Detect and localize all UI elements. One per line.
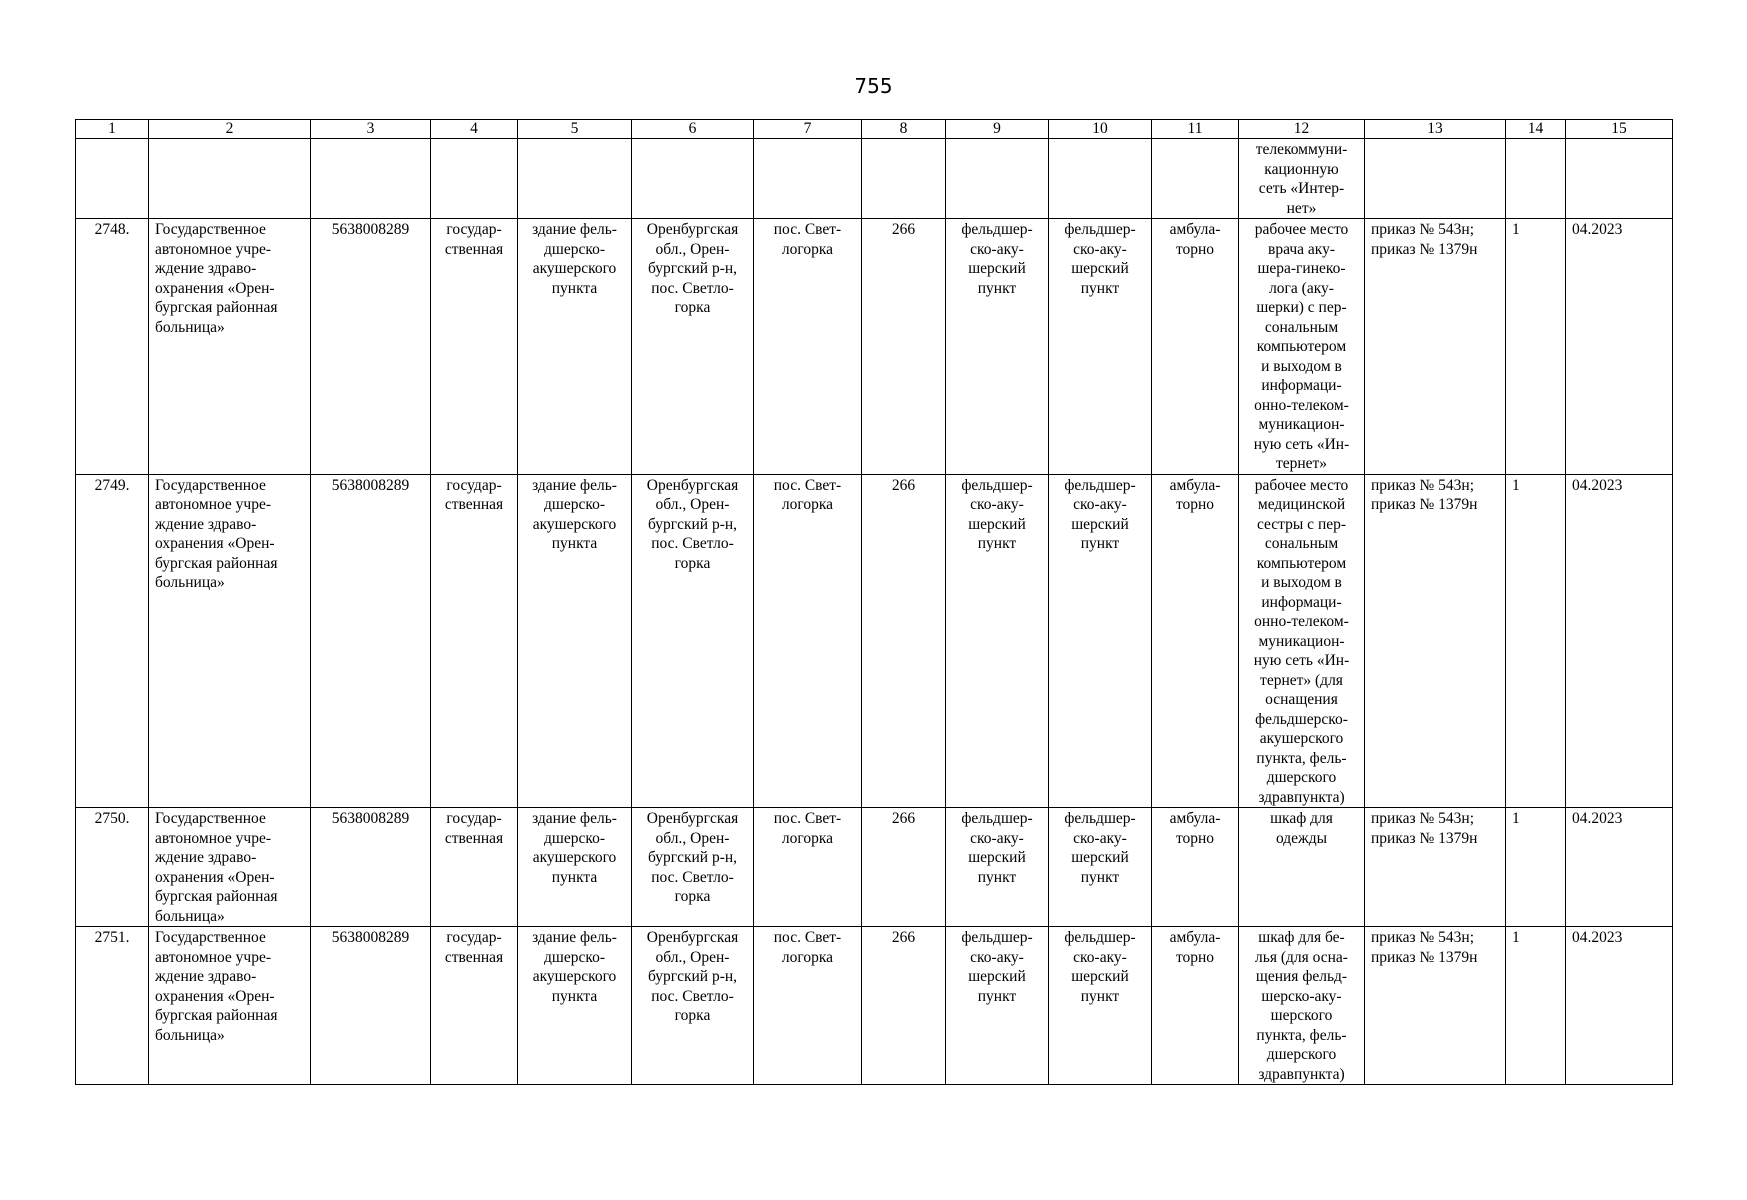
- row-number: 2748.: [76, 219, 149, 475]
- header-cell-6: 6: [632, 120, 754, 139]
- quantity: 1: [1506, 474, 1566, 808]
- quantity: 1: [1506, 808, 1566, 927]
- header-cell-1: 1: [76, 120, 149, 139]
- unit: фельдшер- ско-аку- шерский пункт: [946, 927, 1049, 1085]
- ownership: государ- ственная: [431, 808, 518, 927]
- table-cell: [1365, 139, 1506, 219]
- row-number: 2750.: [76, 808, 149, 927]
- header-cell-2: 2: [149, 120, 311, 139]
- unit: фельдшер- ско-аку- шерский пункт: [946, 808, 1049, 927]
- header-row: [76, 120, 1673, 139]
- table-cell: [754, 139, 862, 219]
- quantity: 1: [1506, 927, 1566, 1085]
- header-cell-8: 8: [862, 120, 946, 139]
- code: 266: [862, 927, 946, 1085]
- equipment-text: телекоммуни- кационную сеть «Интер- нет»: [1255, 141, 1348, 217]
- order: приказ № 543н; приказ № 1379н: [1365, 808, 1506, 927]
- address: Оренбургская обл., Орен- бургский р-н, пос. Светло- горка: [632, 927, 754, 1085]
- care-type: амбула- торно: [1152, 219, 1239, 475]
- header-cell-15: 15: [1566, 120, 1673, 139]
- inn: 5638008289: [311, 808, 431, 927]
- table-row: [76, 808, 1673, 927]
- organization-name: Государственное автономное учре- ждение здраво- охранения «Орен- бургская районная больница»: [149, 219, 311, 475]
- table-cell: [1049, 139, 1152, 219]
- code: 266: [862, 219, 946, 475]
- equipment: шкаф для одежды: [1239, 808, 1365, 927]
- address: Оренбургская обл., Орен- бургский р-н, пос. Светло- горка: [632, 474, 754, 808]
- header-cell-13: 13: [1365, 120, 1506, 139]
- building: здание фель- дшерско- акушерского пункта: [518, 219, 632, 475]
- equipment-table: [75, 119, 1673, 1085]
- care-type: амбула- торно: [1152, 927, 1239, 1085]
- ownership: государ- ственная: [431, 474, 518, 808]
- table-cell: [311, 139, 431, 219]
- table-cell-equipment: [1239, 139, 1365, 219]
- ownership: государ- ственная: [431, 219, 518, 475]
- equipment: шкаф для бе- лья (для осна- щения фельд- шерско-аку- шерского пункта, фель- дшерского здравпункта): [1239, 927, 1365, 1085]
- organization-name: Государственное автономное учре- ждение здраво- охранения «Орен- бургская районная больница»: [149, 474, 311, 808]
- care-type: амбула- торно: [1152, 474, 1239, 808]
- settlement: пос. Свет- логорка: [754, 927, 862, 1085]
- code: 266: [862, 808, 946, 927]
- header-cell-5: 5: [518, 120, 632, 139]
- ownership: государ- ственная: [431, 927, 518, 1085]
- header-cell-4: 4: [431, 120, 518, 139]
- header-cell-11: 11: [1152, 120, 1239, 139]
- table-cell: [1566, 139, 1673, 219]
- settlement: пос. Свет- логорка: [754, 474, 862, 808]
- inn: 5638008289: [311, 474, 431, 808]
- row-number: 2751.: [76, 927, 149, 1085]
- header-cell-3: 3: [311, 120, 431, 139]
- header-cell-14: 14: [1506, 120, 1566, 139]
- equipment: рабочее место врача аку- шера-гинеко- лога (аку- шерки) с пер- сональным компьютером и выходом в информаци- онно-телеком- муникацион- ную сеть «Ин- тернет»: [1239, 219, 1365, 475]
- organization-name: Государственное автономное учре- ждение здраво- охранения «Орен- бургская районная больница»: [149, 927, 311, 1085]
- table-cell: [862, 139, 946, 219]
- equipment: рабочее место медицинской сестры с пер- сональным компьютером и выходом в информаци- онно-телеком- муникацион- ную сеть «Ин- тернет» (для оснащения фельдшерско- акушерского пункта, фель- дшерского здравпункта): [1239, 474, 1365, 808]
- order: приказ № 543н; приказ № 1379н: [1365, 219, 1506, 475]
- unit: фельдшер- ско-аку- шерский пункт: [946, 219, 1049, 475]
- table-cell: [76, 139, 149, 219]
- header-cell-7: 7: [754, 120, 862, 139]
- date: 04.2023: [1566, 219, 1673, 475]
- building: здание фель- дшерско- акушерского пункта: [518, 808, 632, 927]
- date: 04.2023: [1566, 474, 1673, 808]
- inn: 5638008289: [311, 927, 431, 1085]
- organization-name: Государственное автономное учре- ждение здраво- охранения «Орен- бургская районная больница»: [149, 808, 311, 927]
- page-number: 755: [854, 74, 893, 98]
- table-cell: [149, 139, 311, 219]
- address: Оренбургская обл., Орен- бургский р-н, пос. Светло- горка: [632, 219, 754, 475]
- inn: 5638008289: [311, 219, 431, 475]
- code: 266: [862, 474, 946, 808]
- table-cell: [632, 139, 754, 219]
- table-row: [76, 927, 1673, 1085]
- subunit: фельдшер- ско-аку- шерский пункт: [1049, 808, 1152, 927]
- date: 04.2023: [1566, 808, 1673, 927]
- date: 04.2023: [1566, 927, 1673, 1085]
- header-cell-12: 12: [1239, 120, 1365, 139]
- subunit: фельдшер- ско-аку- шерский пункт: [1049, 474, 1152, 808]
- quantity: 1: [1506, 219, 1566, 475]
- table-cell: [431, 139, 518, 219]
- table-cell: [518, 139, 632, 219]
- order: приказ № 543н; приказ № 1379н: [1365, 474, 1506, 808]
- subunit: фельдшер- ско-аку- шерский пункт: [1049, 927, 1152, 1085]
- settlement: пос. Свет- логорка: [754, 219, 862, 475]
- unit: фельдшер- ско-аку- шерский пункт: [946, 474, 1049, 808]
- table-cell: [1506, 139, 1566, 219]
- continuation-row: [76, 139, 1673, 219]
- table-cell: [1152, 139, 1239, 219]
- care-type: амбула- торно: [1152, 808, 1239, 927]
- header-cell-9: 9: [946, 120, 1049, 139]
- table-cell: [946, 139, 1049, 219]
- address: Оренбургская обл., Орен- бургский р-н, пос. Светло- горка: [632, 808, 754, 927]
- table-row: [76, 474, 1673, 808]
- building: здание фель- дшерско- акушерского пункта: [518, 927, 632, 1085]
- settlement: пос. Свет- логорка: [754, 808, 862, 927]
- order: приказ № 543н; приказ № 1379н: [1365, 927, 1506, 1085]
- subunit: фельдшер- ско-аку- шерский пункт: [1049, 219, 1152, 475]
- table-row: [76, 219, 1673, 475]
- header-cell-10: 10: [1049, 120, 1152, 139]
- building: здание фель- дшерско- акушерского пункта: [518, 474, 632, 808]
- row-number: 2749.: [76, 474, 149, 808]
